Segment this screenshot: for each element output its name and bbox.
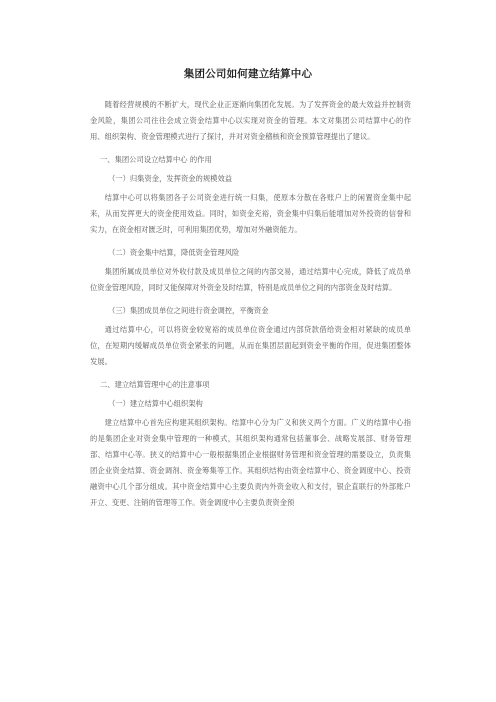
section-1-3-heading: （三）集团成员单位之间进行资金调控，平衡资金 xyxy=(108,306,269,315)
section-2-1-paragraph: 建立结算中心首先应构建其组织架构。结算中心分为广义和狭义两个方面。广义的结算中心指的是集团企业对资金集中管理的一种模式，其组织架构通常包括董事会、战略发展部、财务管理部、结算中心等。狭义的结算中心一般根据集团企业根据财务管理和资金管理的需要设立，负责集团企业资金结算、资金调剂、资金筹集等工作。其组织结构由资金结算中心、资金调度中心、投资融资中心几个部分组成。其中资金结算中心主要负责内外资金收入和支付，银企直联行的外部账户开立、变更、注销的管理等工作。资金调度中心主要负责资金预 xyxy=(90,418,411,507)
section-1-2-heading: （二）资金集中结算，降低资金管理风险 xyxy=(108,248,240,257)
document-title: 集团公司如何建立结算中心 xyxy=(183,68,313,80)
section-2-heading: 二、建立结算管理中心的注意事项 xyxy=(100,380,210,389)
section-1-1-heading: （一）归集资金，发挥资金的规模效益 xyxy=(108,174,233,183)
intro-paragraph: 随着经营规模的不断扩大，现代企业正逐渐向集团化发展。为了发挥资金的最大效益并控制资金风险，集团公司往往会成立资金结算中心以实现对资金的管理。本文对集团公司结算中心的作用、组织架构、资金管理模式进行了探讨，并对对资金稽核和资金预算管理提出了建议。 xyxy=(90,100,411,141)
section-2-1-heading: （一）建立结算中心组织架构 xyxy=(108,399,203,408)
document-body xyxy=(90,97,411,511)
section-1-1-paragraph: 结算中心可以将集团各子公司资金进行统一归集，使原本分散在各账户上的闲置资金集中起来，从而发挥更大的资金使用效益。同时，如资金充裕，资金集中归集后能增加对外投资的信誉和实力，在资金相对匮乏时，可利用集团优势，增加对外融资能力。 xyxy=(90,193,411,234)
section-1-2-paragraph: 集团所属成员单位对外收付款及成员单位之间的内部交易，通过结算中心完成，降低了成员单位资金管理风险，同时又能保障对外资金及时结算，特别是成员单位之间的内部资金及时结算。 xyxy=(90,267,411,292)
section-1-heading: 一、集团公司设立结算中心 的作用 xyxy=(100,155,212,164)
section-1-3-paragraph: 通过结算中心，可以将资金较宽裕的成员单位资金通过内部贷款借给资金相对紧缺的成员单位，在短期内缓解成员单位资金紧张的问题，从而在集团层面起到资金平衡的作用，促进集团整体发展。 xyxy=(90,325,411,366)
